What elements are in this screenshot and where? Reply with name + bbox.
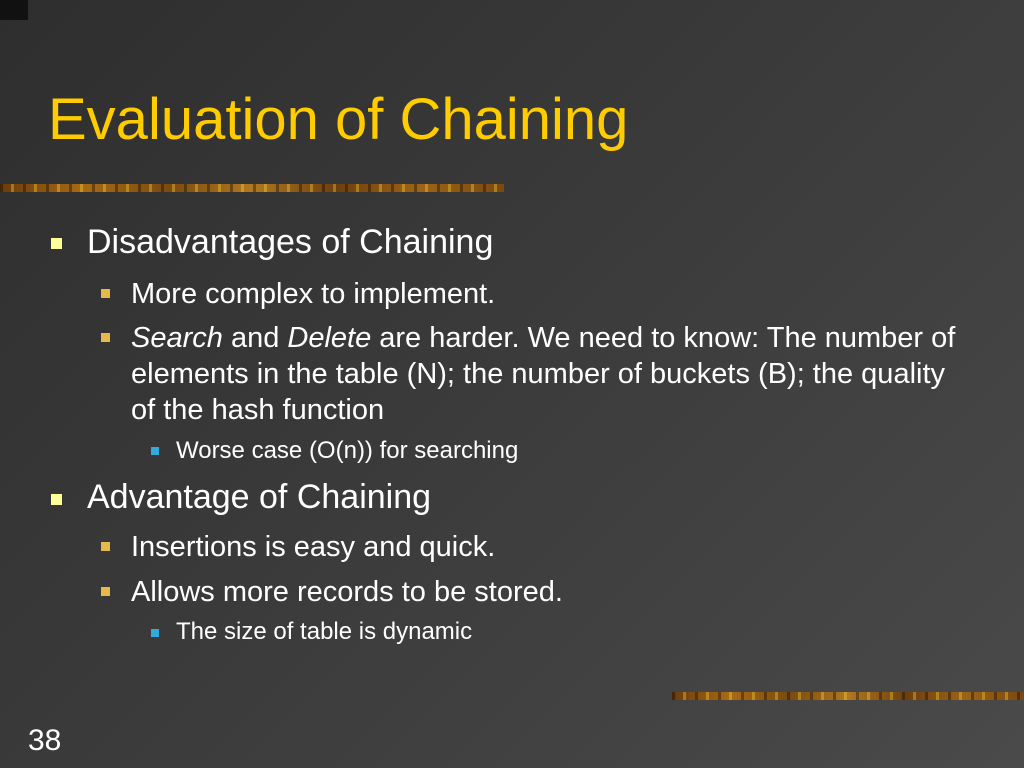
bullet-square-icon <box>51 494 62 505</box>
bullet-square-icon <box>101 289 110 298</box>
bullet-search-delete <box>131 320 971 428</box>
harder-text: are harder. We need to know: The number of elements in the table (N); the number of buckets (B); the quality of the hash function <box>131 322 956 426</box>
footer-divider <box>672 692 1024 700</box>
bullet-square-icon <box>151 629 159 637</box>
bullet-complex: More complex to implement. <box>131 278 496 310</box>
bullet-square-icon <box>101 542 110 551</box>
and-text: and <box>222 322 288 354</box>
bullet-square-icon <box>101 333 110 342</box>
delete-term: Delete <box>287 322 372 354</box>
bullet-insertions: Insertions is easy and quick. <box>131 531 496 563</box>
bullet-square-icon <box>151 447 159 455</box>
bullet-size: The size of table is dynamic <box>176 618 473 645</box>
page-number: 38 <box>28 724 62 757</box>
bullet-square-icon <box>101 587 110 596</box>
bullet-allows: Allows more records to be stored. <box>131 576 563 608</box>
slide-title: Evaluation of Chaining <box>48 87 629 152</box>
title-divider <box>0 184 504 192</box>
bullet-disadvantages: Disadvantages of Chaining <box>87 223 494 261</box>
corner-mark <box>0 0 28 20</box>
bullet-worse-case: Worse case (O(n)) for searching <box>176 437 519 464</box>
search-term: Search <box>131 322 223 354</box>
bullet-square-icon <box>51 238 62 249</box>
bullet-advantage: Advantage of Chaining <box>87 478 432 516</box>
